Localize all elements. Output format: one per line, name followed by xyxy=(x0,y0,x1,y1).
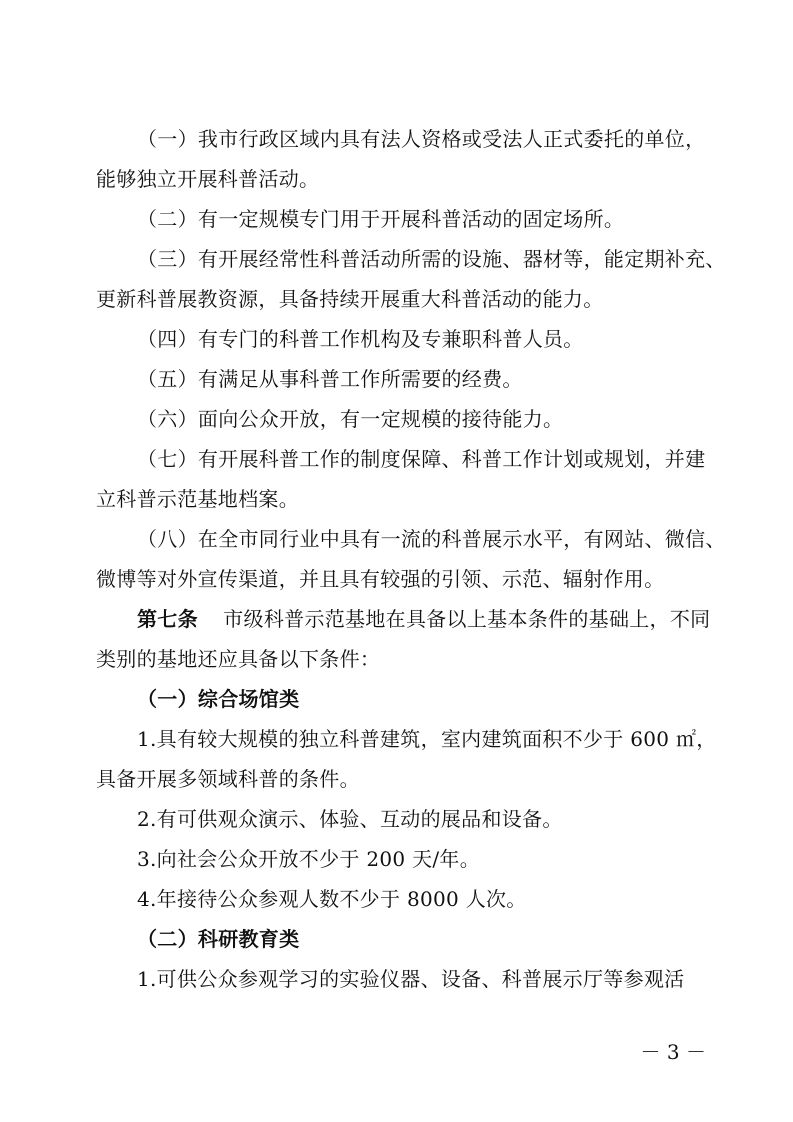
section-heading: （二）科研教育类 xyxy=(137,927,300,951)
list-item-line: 1.具有较大规模的独立科普建筑，室内建筑面积不少于 600 ㎡， xyxy=(137,727,717,751)
paragraph-line: 微博等对外宣传渠道，并且具有较强的引领、示范、辐射作用。 xyxy=(96,567,665,591)
paragraph-line: （一）我市行政区域内具有法人资格或受法人正式委托的单位， xyxy=(137,127,706,151)
article-heading: 第七条 xyxy=(137,607,198,631)
paragraph-line: 能够独立开展科普活动。 xyxy=(96,167,320,191)
paragraph-line: （七）有开展科普工作的制度保障、科普工作计划或规划，并建 xyxy=(137,447,706,471)
paragraph-line: 立科普示范基地档案。 xyxy=(96,487,299,511)
page-number: － 3 － xyxy=(640,1040,706,1064)
list-item-line: 4.年接待公众参观人数不少于 8000 人次。 xyxy=(137,887,527,911)
paragraph-line: （六）面向公众开放，有一定规模的接待能力。 xyxy=(137,407,564,431)
paragraph-line: （八）在全市同行业中具有一流的科普展示水平，有网站、微信、 xyxy=(137,527,726,551)
paragraph-line: 更新科普展教资源，具备持续开展重大科普活动的能力。 xyxy=(96,287,604,311)
paragraph-line: （三）有开展经常性科普活动所需的设施、器材等，能定期补充、 xyxy=(137,247,726,271)
paragraph-line: 类别的基地还应具备以下条件： xyxy=(96,647,381,671)
list-item-line: 具备开展多领域科普的条件。 xyxy=(96,767,360,791)
list-item-line: 2.有可供观众演示、体验、互动的展品和设备。 xyxy=(137,807,563,831)
list-item-line: 1.可供公众参观学习的实验仪器、设备、科普展示厅等参观活 xyxy=(137,967,685,991)
paragraph-line: （四）有专门的科普工作机构及专兼职科普人员。 xyxy=(137,327,584,351)
list-item-line: 3.向社会公众开放不少于 200 天/年。 xyxy=(137,847,481,871)
paragraph-line: （二）有一定规模专门用于开展科普活动的固定场所。 xyxy=(137,207,625,231)
section-heading: （一）综合场馆类 xyxy=(137,687,300,711)
paragraph-line: （五）有满足从事科普工作所需要的经费。 xyxy=(137,367,523,391)
article-text: 市级科普示范基地在具备以上基本条件的基础上，不同 xyxy=(223,607,711,631)
article-line xyxy=(0,607,793,631)
